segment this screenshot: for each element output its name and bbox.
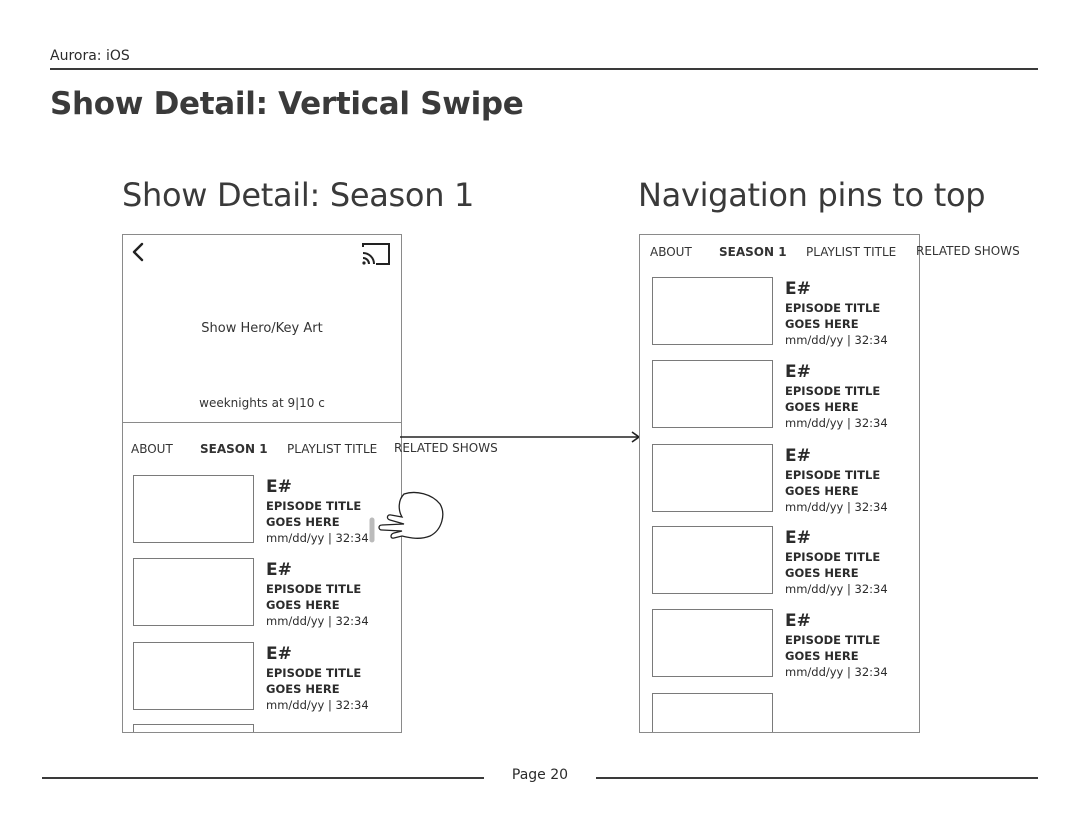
episode-card[interactable] — [785, 446, 920, 515]
episode-thumbnail-partial[interactable] — [652, 693, 773, 733]
episode-number: E# — [266, 644, 292, 664]
hero-divider — [123, 422, 401, 423]
episode-meta: mm/dd/yy | 32:34 — [266, 531, 369, 545]
tab-playlist-title[interactable]: PLAYLIST TITLE — [287, 442, 378, 456]
episode-title: EPISODE TITLE GOES HERE — [266, 582, 362, 612]
episode-number: E# — [266, 560, 292, 580]
episode-number: E# — [785, 362, 811, 382]
episode-meta: mm/dd/yy | 32:34 — [785, 665, 888, 679]
episode-card[interactable] — [785, 611, 920, 680]
episode-thumbnail[interactable] — [652, 360, 773, 428]
episode-thumbnail[interactable] — [652, 526, 773, 594]
airtime-label: weeknights at 9|10 c — [199, 396, 325, 410]
episode-number: E# — [785, 446, 811, 466]
episode-card[interactable] — [266, 644, 402, 713]
right-panel-title: Navigation pins to top — [638, 176, 986, 214]
tab-season-1[interactable]: SEASON 1 — [719, 245, 787, 259]
left-phone-frame — [122, 234, 402, 733]
episode-meta: mm/dd/yy | 32:34 — [785, 416, 888, 430]
episode-meta: mm/dd/yy | 32:34 — [266, 698, 369, 712]
episode-number: E# — [785, 279, 811, 299]
episode-title: EPISODE TITLE GOES HERE — [785, 384, 881, 414]
swipe-hand-icon — [368, 490, 448, 548]
right-phone-frame — [639, 234, 920, 733]
episode-thumbnail[interactable] — [133, 558, 254, 626]
left-tab-bar — [131, 442, 402, 460]
episode-title: EPISODE TITLE GOES HERE — [785, 301, 881, 331]
episode-title: EPISODE TITLE GOES HERE — [785, 633, 881, 663]
right-tab-bar — [650, 245, 920, 263]
app-label: Aurora: iOS — [50, 48, 130, 64]
tab-related-shows[interactable]: RELATED SHOWS — [394, 441, 498, 455]
episode-card[interactable] — [785, 362, 920, 431]
footer-divider-left — [42, 777, 484, 779]
cast-icon[interactable] — [361, 241, 391, 267]
episode-title: EPISODE TITLE GOES HERE — [266, 666, 362, 696]
tab-season-1[interactable]: SEASON 1 — [200, 442, 268, 456]
episode-thumbnail[interactable] — [652, 444, 773, 512]
episode-thumbnail[interactable] — [652, 277, 773, 345]
episode-thumbnail-partial[interactable] — [133, 724, 254, 733]
show-hero-art: Show Hero/Key Art — [201, 321, 323, 336]
episode-card[interactable] — [785, 528, 920, 597]
episode-card[interactable] — [785, 279, 920, 348]
left-panel-title: Show Detail: Season 1 — [122, 176, 475, 214]
episode-thumbnail[interactable] — [133, 642, 254, 710]
episode-title: EPISODE TITLE GOES HERE — [266, 499, 362, 529]
tab-playlist-title[interactable]: PLAYLIST TITLE — [806, 245, 897, 259]
footer-divider-right — [596, 777, 1038, 779]
tab-about[interactable]: ABOUT — [131, 442, 173, 456]
episode-card[interactable] — [266, 560, 402, 629]
episode-number: E# — [785, 528, 811, 548]
tab-related-shows[interactable]: RELATED SHOWS — [916, 244, 1020, 258]
header-divider — [50, 68, 1038, 70]
tab-about[interactable]: ABOUT — [650, 245, 692, 259]
episode-meta: mm/dd/yy | 32:34 — [785, 500, 888, 514]
episode-meta: mm/dd/yy | 32:34 — [785, 333, 888, 347]
episode-meta: mm/dd/yy | 32:34 — [785, 582, 888, 596]
episode-title: EPISODE TITLE GOES HERE — [785, 468, 881, 498]
episode-number: E# — [266, 477, 292, 497]
page-title: Show Detail: Vertical Swipe — [50, 86, 524, 122]
arrow-right-icon — [400, 431, 644, 445]
episode-thumbnail[interactable] — [652, 609, 773, 677]
episode-meta: mm/dd/yy | 32:34 — [266, 614, 369, 628]
back-chevron-icon[interactable] — [131, 241, 145, 268]
episode-thumbnail[interactable] — [133, 475, 254, 543]
episode-title: EPISODE TITLE GOES HERE — [785, 550, 881, 580]
episode-number: E# — [785, 611, 811, 631]
page-number: Page 20 — [511, 767, 569, 783]
